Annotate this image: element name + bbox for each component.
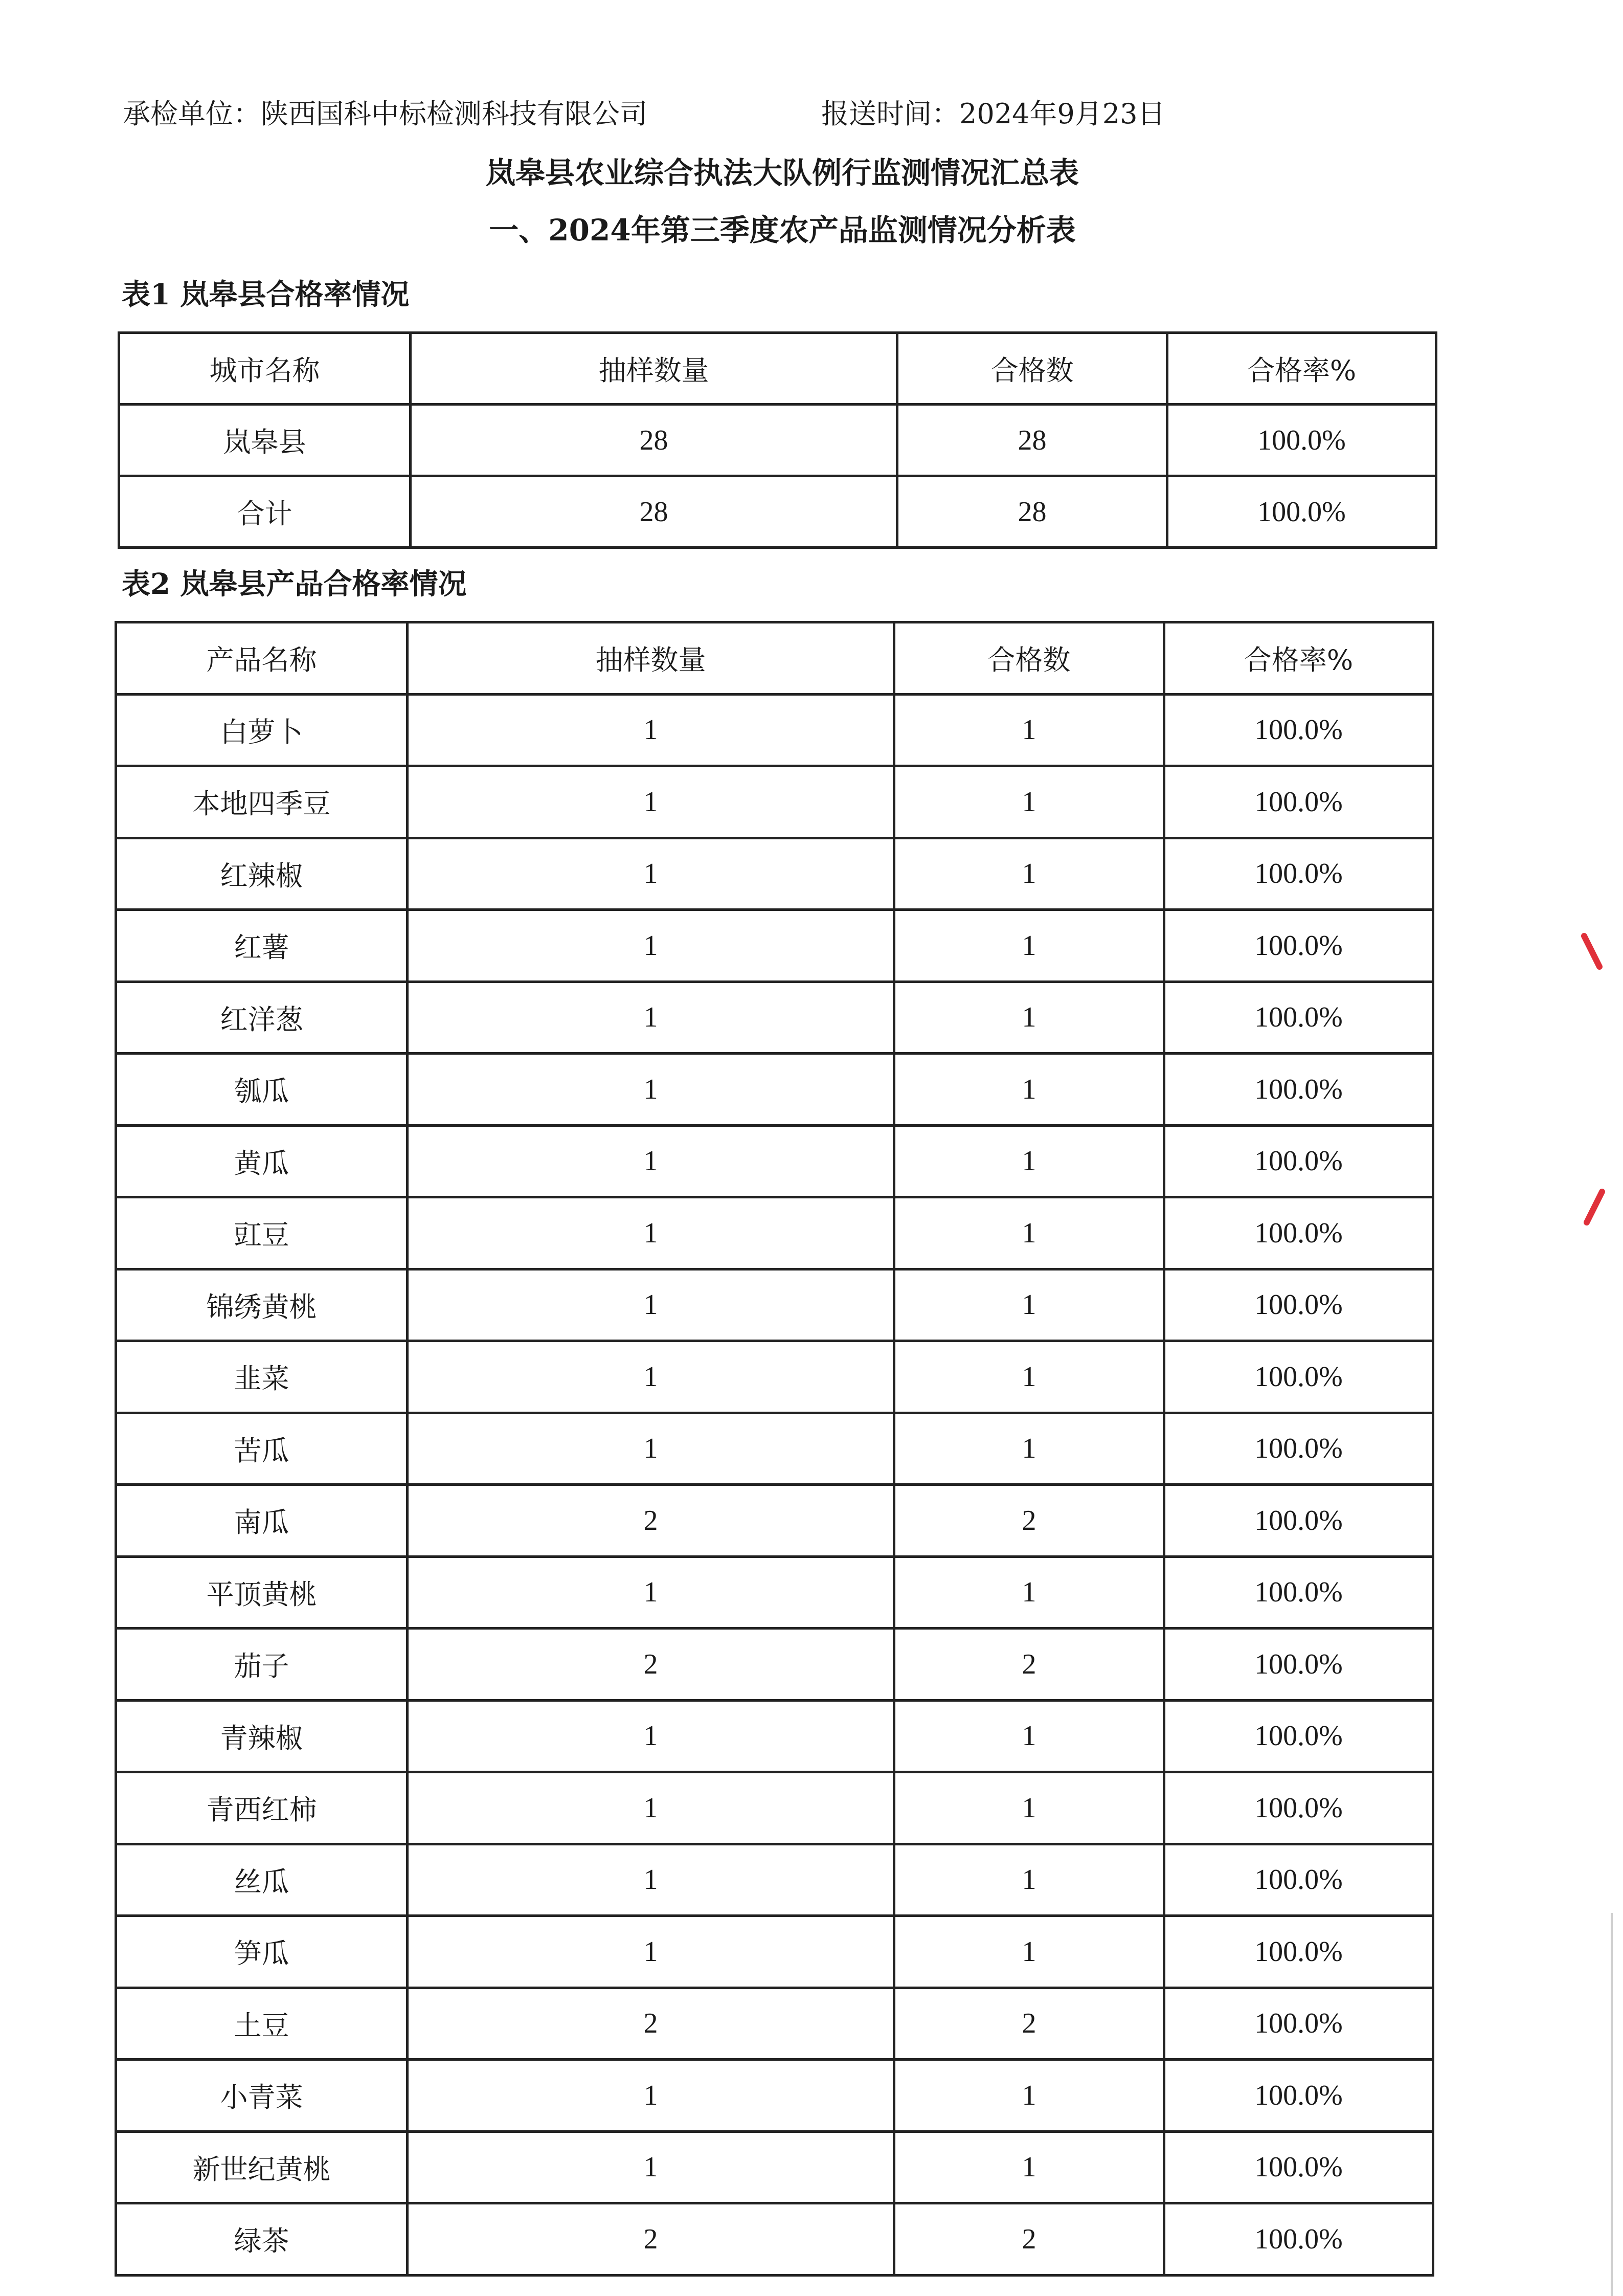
column-header: 合格率% xyxy=(1167,333,1436,405)
table-row xyxy=(116,910,1433,982)
column-header: 抽样数量 xyxy=(408,622,894,695)
value-cell: 100.0% xyxy=(1164,1916,1433,1988)
value-cell: 1 xyxy=(894,838,1164,910)
value-cell: 2 xyxy=(894,1485,1164,1557)
table-row xyxy=(116,1772,1433,1844)
value-cell: 100.0% xyxy=(1164,1341,1433,1413)
value-cell: 100.0% xyxy=(1167,405,1436,476)
row-label-cell: 韭菜 xyxy=(116,1341,408,1413)
row-label-cell: 青辣椒 xyxy=(116,1700,408,1772)
value-cell: 100.0% xyxy=(1164,1844,1433,1916)
row-label-cell: 南瓜 xyxy=(116,1485,408,1557)
row-label-cell: 苦瓜 xyxy=(116,1413,408,1485)
value-cell: 1 xyxy=(408,1413,894,1485)
table-row xyxy=(116,838,1433,910)
value-cell: 1 xyxy=(408,1844,894,1916)
report-date: 报送时间：2024年9月23日 xyxy=(821,98,1165,130)
value-cell: 1 xyxy=(408,2060,894,2132)
value-cell: 100.0% xyxy=(1164,2203,1433,2276)
row-label-cell: 茄子 xyxy=(116,1629,408,1701)
row-label-cell: 新世纪黄桃 xyxy=(116,2131,408,2203)
column-header: 产品名称 xyxy=(116,622,408,695)
table-row xyxy=(116,1341,1433,1413)
table1-body xyxy=(119,405,1436,548)
table-row xyxy=(116,1844,1433,1916)
table-row xyxy=(116,2203,1433,2276)
value-cell: 100.0% xyxy=(1164,1054,1433,1126)
value-cell: 1 xyxy=(894,1413,1164,1485)
document-title: 岚皋县农业综合执法大队例行监测情况汇总表 xyxy=(485,155,1079,190)
value-cell: 2 xyxy=(894,1629,1164,1701)
value-cell: 1 xyxy=(408,1197,894,1269)
value-cell: 1 xyxy=(894,2060,1164,2132)
row-label-cell: 岚皋县 xyxy=(119,405,411,476)
value-cell: 2 xyxy=(894,2203,1164,2276)
value-cell: 1 xyxy=(894,1197,1164,1269)
table-row xyxy=(116,1916,1433,1988)
table-row xyxy=(116,2131,1433,2203)
row-label-cell: 丝瓜 xyxy=(116,1844,408,1916)
value-cell: 100.0% xyxy=(1164,1772,1433,1844)
value-cell: 1 xyxy=(408,1054,894,1126)
value-cell: 1 xyxy=(408,838,894,910)
value-cell: 1 xyxy=(894,1700,1164,1772)
value-cell: 1 xyxy=(408,1125,894,1197)
row-label-cell: 红薯 xyxy=(116,910,408,982)
column-header: 抽样数量 xyxy=(411,333,897,405)
value-cell: 100.0% xyxy=(1164,1988,1433,2060)
product-pass-rate-table xyxy=(115,621,1434,2277)
value-cell: 1 xyxy=(408,1341,894,1413)
table-header-row xyxy=(116,622,1433,695)
value-cell: 100.0% xyxy=(1164,1125,1433,1197)
value-cell: 100.0% xyxy=(1164,766,1433,838)
column-header: 合格数 xyxy=(897,333,1167,405)
value-cell: 1 xyxy=(894,1054,1164,1126)
column-header: 合格数 xyxy=(894,622,1164,695)
table-row xyxy=(116,1125,1433,1197)
value-cell: 100.0% xyxy=(1164,2131,1433,2203)
value-cell: 100.0% xyxy=(1164,982,1433,1054)
value-cell: 1 xyxy=(894,694,1164,766)
value-cell: 28 xyxy=(411,476,897,548)
value-cell: 28 xyxy=(411,405,897,476)
value-cell: 2 xyxy=(408,1988,894,2060)
scan-edge-line xyxy=(1611,1913,1613,2296)
row-label-cell: 小青菜 xyxy=(116,2060,408,2132)
value-cell: 100.0% xyxy=(1164,1556,1433,1629)
value-cell: 1 xyxy=(894,982,1164,1054)
table-row xyxy=(116,1700,1433,1772)
table1-caption: 表1 岚皋县合格率情况 xyxy=(122,278,410,311)
value-cell: 1 xyxy=(894,1269,1164,1341)
county-pass-rate-table xyxy=(118,331,1437,549)
value-cell: 2 xyxy=(408,1485,894,1557)
column-header: 合格率% xyxy=(1164,622,1433,695)
table-row xyxy=(116,1485,1433,1557)
value-cell: 1 xyxy=(408,2131,894,2203)
value-cell: 28 xyxy=(897,476,1167,548)
row-label-cell: 平顶黄桃 xyxy=(116,1556,408,1629)
value-cell: 100.0% xyxy=(1164,694,1433,766)
row-label-cell: 土豆 xyxy=(116,1988,408,2060)
value-cell: 2 xyxy=(408,2203,894,2276)
table-row xyxy=(116,1054,1433,1126)
value-cell: 1 xyxy=(408,982,894,1054)
row-label-cell: 红洋葱 xyxy=(116,982,408,1054)
value-cell: 1 xyxy=(408,1916,894,1988)
table-row xyxy=(116,1413,1433,1485)
table-row xyxy=(116,2060,1433,2132)
company-seal-stamp xyxy=(1564,931,1620,1228)
table-row xyxy=(119,405,1436,476)
row-label-cell: 本地四季豆 xyxy=(116,766,408,838)
value-cell: 1 xyxy=(408,694,894,766)
seal-outline-icon xyxy=(1564,931,1620,1228)
row-label-cell: 瓠瓜 xyxy=(116,1054,408,1126)
table-header-row xyxy=(119,333,1436,405)
row-label-cell: 合计 xyxy=(119,476,411,548)
table-row xyxy=(116,1988,1433,2060)
table-row xyxy=(116,982,1433,1054)
value-cell: 100.0% xyxy=(1164,1629,1433,1701)
value-cell: 2 xyxy=(894,1988,1164,2060)
value-cell: 100.0% xyxy=(1164,910,1433,982)
table-row xyxy=(119,476,1436,548)
value-cell: 1 xyxy=(894,1916,1164,1988)
value-cell: 100.0% xyxy=(1164,1413,1433,1485)
column-header: 城市名称 xyxy=(119,333,411,405)
value-cell: 28 xyxy=(897,405,1167,476)
value-cell: 1 xyxy=(894,1125,1164,1197)
value-cell: 1 xyxy=(894,2131,1164,2203)
value-cell: 100.0% xyxy=(1164,1485,1433,1557)
table-row xyxy=(116,1629,1433,1701)
value-cell: 1 xyxy=(894,1844,1164,1916)
value-cell: 1 xyxy=(894,1341,1164,1413)
inspection-organization: 承检单位：陕西国科中标检测科技有限公司 xyxy=(123,98,647,130)
value-cell: 100.0% xyxy=(1164,2060,1433,2132)
value-cell: 2 xyxy=(408,1629,894,1701)
table-row xyxy=(116,694,1433,766)
value-cell: 1 xyxy=(408,1772,894,1844)
row-label-cell: 黄瓜 xyxy=(116,1125,408,1197)
value-cell: 1 xyxy=(408,1556,894,1629)
value-cell: 100.0% xyxy=(1167,476,1436,548)
value-cell: 100.0% xyxy=(1164,1269,1433,1341)
value-cell: 100.0% xyxy=(1164,838,1433,910)
table-row xyxy=(116,1556,1433,1629)
row-label-cell: 锦绣黄桃 xyxy=(116,1269,408,1341)
value-cell: 1 xyxy=(894,910,1164,982)
value-cell: 1 xyxy=(408,1700,894,1772)
report-header xyxy=(123,91,1350,137)
value-cell: 1 xyxy=(408,1269,894,1341)
row-label-cell: 绿茶 xyxy=(116,2203,408,2276)
table-row xyxy=(116,766,1433,838)
value-cell: 1 xyxy=(894,1772,1164,1844)
table-row xyxy=(116,1269,1433,1341)
table2-caption: 表2 岚皋县产品合格率情况 xyxy=(122,567,467,601)
value-cell: 100.0% xyxy=(1164,1700,1433,1772)
table2-body xyxy=(116,694,1433,2275)
row-label-cell: 青西红柿 xyxy=(116,1772,408,1844)
document-subtitle: 一、2024年第三季度农产品监测情况分析表 xyxy=(489,213,1076,248)
row-label-cell: 豇豆 xyxy=(116,1197,408,1269)
row-label-cell: 白萝卜 xyxy=(116,694,408,766)
row-label-cell: 红辣椒 xyxy=(116,838,408,910)
value-cell: 100.0% xyxy=(1164,1197,1433,1269)
value-cell: 1 xyxy=(894,1556,1164,1629)
row-label-cell: 笋瓜 xyxy=(116,1916,408,1988)
table-row xyxy=(116,1197,1433,1269)
value-cell: 1 xyxy=(894,766,1164,838)
value-cell: 1 xyxy=(408,910,894,982)
value-cell: 1 xyxy=(408,766,894,838)
